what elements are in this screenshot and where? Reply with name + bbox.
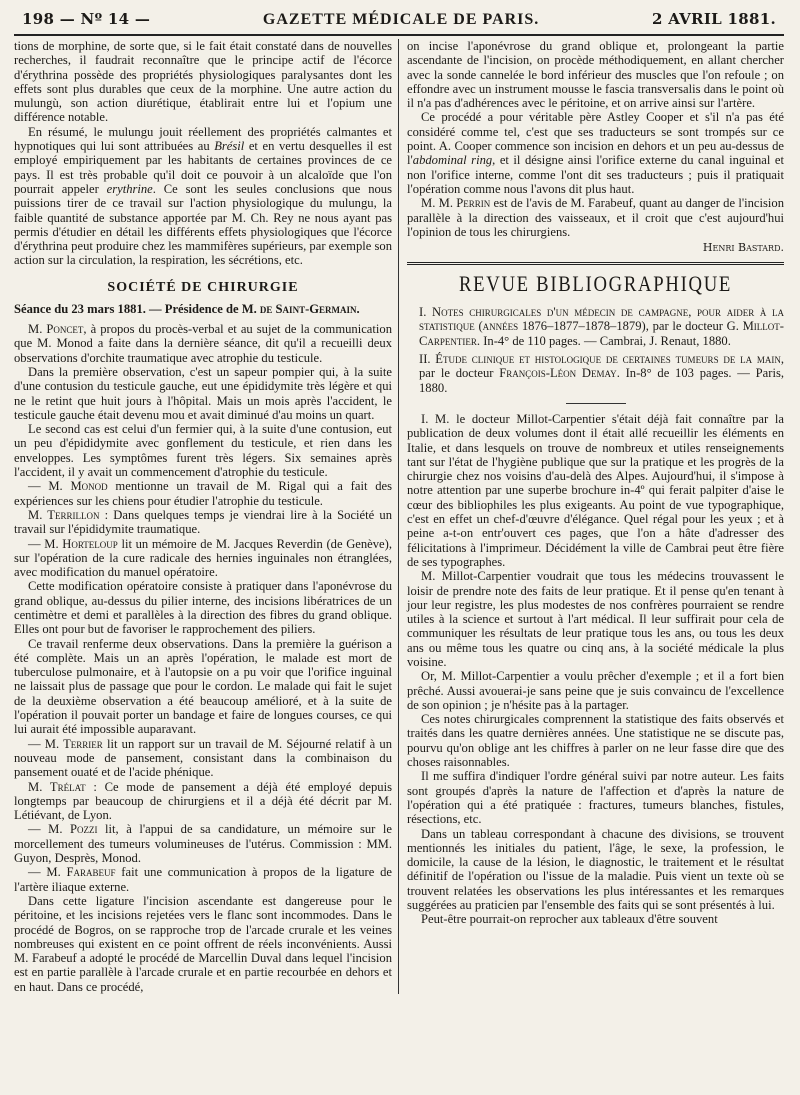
paragraph: — M. Pozzi lit, à l'appui de sa candidature, un mémoire sur le morcellement des tumeurs volumineuses de l'utérus. Commission : MM. Guyon, Desprès, Monod. <box>14 822 392 866</box>
paragraph: Il me suffira d'indiquer l'ordre général suivi par notre auteur. Les faits sont groupés d'après la nature de l'affection et d'après la nature de l'opération qui a été pratiquée : fractures, tumeurs blanches, fistules, résections, etc. <box>407 769 784 827</box>
paragraph: tions de morphine, de sorte que, si le fait était constaté dans de nouvelles recherches, il faudrait reconnaître que le principe actif de l'écorce d'érythrina possède des propriétés physiologiques paralysantes dont les effets sont plus durables que ceux de la morphine. Une autre action du mulungù, son action diurétique, établirait entre lui et l'opium une différence notable. <box>14 39 392 125</box>
paragraph: Dans la première observation, c'est un sapeur pompier qui, à la suite d'une contusion du testicule gauche, eut une épididymite très légère et qui ne le retint que huit jours à l'hôpital. Mais un mois après l'accident, le testicule gauche était devenu mou et avait diminué d'au moins un quart. <box>14 364 392 422</box>
paragraph: — M. Farabeuf fait une communication à propos de la ligature de l'artère iliaque externe. <box>14 865 393 894</box>
author-signature: Henri Bastard. <box>702 241 784 255</box>
paragraph: Dans un tableau correspondant à chacune des divisions, se trouvent mentionnés les initiales du patient, l'âge, le sexe, la profession, le domicile, la cause de la lésion, le diagnostic, le traitement et le résultat définitif de l'opération ou l'issue de la maladie. Puis vient un texte où se trouvent relatées les observations les plus intéressantes et les remarques suggérées au praticien par l'ensemble des faits qui se sont présentés à lui. <box>407 826 784 913</box>
paragraph: M. Millot-Carpentier voudrait que tous les médecins trouvassent le loisir de prendre note des faits de leur pratique. Et il pense qu'en tenant à jour leur registre, les plus modestes de nos confrères pourraient se rendre utiles à la science et surtout à l'art médical. Il leur suffirait pour cela de communiquer les résultats de leur pratique tous les ans, ou tous les deux ans ou même tous les quatre ou cinq ans, à la société médicale la plus voisine. <box>407 569 784 669</box>
bibliography-item: I. Notes chirurgicales d'un médecin de campagne, pour aider à la statistique (années 1876–1877–1878–1879), par le docteur G. Millot-Carpentier. In-4° de 110 pages. — Cambrai, J. Renaut, 1880. <box>419 305 784 348</box>
seance-line: Séance du 23 mars 1881. — Présidence de M. de Saint-Germain. <box>14 301 360 316</box>
paragraph: Or, M. Millot-Carpentier a voulu prêcher d'exemple ; et il a fort bien prêché. Aussi avouerai-je sans peine que je suis convaincu de l'excellence de son opinion ; je n'hésite pas à la partager. <box>407 669 784 712</box>
two-column-body <box>14 39 784 994</box>
paragraph: Ce procédé a pour véritable père Astley Cooper et s'il n'a pas été considéré comme tel, c'est que ses traducteurs se sont trompés sur ce point. A. Cooper commence son incision en dehors et un peu au-dessus de l'abdominal ring, et il désigne ainsi l'orifice externe du canal inguinal et non l'orifice interne, comme l'ont dit ses traducteurs ; puis il pratiquait l'opération comme nous l'avons dit plus haut. <box>407 110 784 196</box>
page-header <box>14 10 784 34</box>
paragraph: I. M. le docteur Millot-Carpentier s'était déjà fait connaître par la publication de deux volumes dont il était allé recueillir les éléments en Italie, et dans lesquels on trouve de nombreux et utiles renseignements tant sur l'état de l'hygiène publique que sur la pratique et les progrès de la chirurgie chez nos voisins d'au-delà des Alpes. Aujourd'hui, il s'impose à notre attention par une superbe brochure in-4º qui ferait palpiter d'aise le cœur des bibliophiles les plus exigeants. Au point de vue typographique, c'est en effet un chef-d'œuvre d'élégance. Quel régal pour les yeux ; et à peine a-t-on entr'ouvert ces pages, que l'on a hâte d'adresser des félicitations à l'imprimeur. Décidément la ville de Cambrai peut être fière de ses typographes. <box>407 411 784 569</box>
left-column <box>14 39 399 994</box>
publication-title: GAZETTE MÉDICALE DE PARIS. <box>262 11 540 28</box>
bibliography-item: II. Étude clinique et histologique de certaines tumeurs de la main, par le docteur François-Léon Demay. In-8° de 103 pages. — Paris, 1880. <box>419 352 784 395</box>
paragraph: En résumé, le mulungu jouit réellement des propriétés calmantes et hypnotiques qui lui sont attribuées au Brésil et en vertu desquelles il est employé empiriquement par les habitants de certaines provinces de ce pays. Il est très probable qu'il doit ce pouvoir à un alcaloïde que l'on pourrait appeler erythrine. Ce sont les seules conclusions que nous puissions tirer de ce travail sur l'action physiologique du mulungu, la faible quantité de substance apportée par M. Ch. Rey ne nous ayant pas permis d'étudier en détail les différents effets physiologiques que l'écorce d'érythrina peut produire chez les mammifères supérieurs, par exemple son action sur la circulation, la respiration, les sécrétions, etc. <box>14 124 392 268</box>
paragraph: M. Terrillon : Dans quelques temps je viendrai lire à la Société un travail sur l'épididymite traumatique. <box>14 507 392 537</box>
section-title: SOCIÉTÉ DE CHIRURGIE <box>107 279 299 295</box>
paragraph: M. Trélat : Ce mode de pansement a déjà été employé depuis longtemps par beaucoup de chirurgiens et il a déjà été décrit par M. Létiévant, de Lyon. <box>14 779 392 823</box>
short-divider <box>566 403 626 404</box>
issue-date: 2 AVRIL 1881. <box>652 10 776 28</box>
paragraph: Dans cette ligature l'incision ascendante est dangereuse pour le péritoine, et les incisions rejetées vers le flanc sont incommodes. Dans le procédé de Bogros, on se rapproche trop de l'arcade crurale et les veines nombreuses qui existent en ce point offrent de réels inconvénients. Aussi M. Farabeuf a adopté le procédé de Marcellin Duval dans lequel l'incision est en partie parallèle à l'arcade crurale et en partie recourbée en dehors et en haut. Dans ce procédé, <box>14 893 392 994</box>
review-title: REVUE BIBLIOGRAPHIQUE <box>458 271 733 297</box>
header-rule <box>14 34 784 36</box>
right-column <box>399 39 784 994</box>
paragraph: M. M. Perrin est de l'avis de M. Farabeuf, quant au danger de l'incision parallèle à la direction des vaisseaux, et il croit que c'est aujourd'hui l'opinion de tous les chirurgiens. <box>407 196 784 239</box>
paragraph: — M. Horteloup lit un mémoire de M. Jacques Reverdin (de Genève), sur l'opération de la cure radicale des hernies inguinales non étranglées, avec modification du manuel opératoire. <box>14 536 392 580</box>
section-divider <box>407 262 784 265</box>
paragraph: Le second cas est celui d'un fermier qui, à la suite d'une contusion, eut un peu d'épididymite avec gonflement du testicule, et rien dans les enveloppes. Les symptômes furent très légers. Six semaines après l'accident, il y avait un commencement d'atrophie du testicule. <box>14 422 392 480</box>
paragraph: M. Poncet, à propos du procès-verbal et au sujet de la communication que M. Monod a faite dans la dernière séance, dit qu'il a recueilli deux observations d'orchite traumatique avec atrophie du testicule. <box>14 322 392 365</box>
page-number: 198 — Nº 14 — <box>22 10 151 28</box>
paragraph: Ce travail renferme deux observations. Dans la première la guérison a été complète. Mais un an après l'opération, le malade est mort de tuberculose pulmonaire, et à l'autopsie on a pu voir que l'orifice inguinal ne laissait plus de passage que pour le cordon. Le malade qui fait le sujet de la deuxième observation a été beaucoup amélioré, et à la suite de l'opération il pouvait porter un bandage et faire de longues courses, ce qui lui aurait été impossible auparavant. <box>14 636 392 737</box>
paragraph: Peut-être pourrait-on reprocher aux tableaux d'être souvent <box>421 912 718 927</box>
paragraph: Cette modification opératoire consiste à pratiquer dans l'aponévrose du grand oblique, au-dessus du pilier interne, des incisions libératrices de un centimètre et demi et parallèles à la direction des fibres du grand oblique. Elles ont pour but de favoriser le rapprochement des piliers. <box>14 579 392 637</box>
paragraph: on incise l'aponévrose du grand oblique et, prolongeant la partie ascendante de l'incision, on procède méthodiquement, en allant chercher avec la sonde cannelée le bord inférieur des muscles que l'on refoule ; on effondre avec un instrument mousse le fascia transversalis dans le point où il n'a pas d'adhérences avec le péritoine, et on arrive ainsi sur l'artère. <box>407 39 784 111</box>
paragraph: — M. Monod mentionne un travail de M. Rigal qui a fait des expériences sur les chiens pour étudier l'atrophie du testicule. <box>14 479 392 508</box>
paragraph: Ces notes chirurgicales comprennent la statistique des faits observés et traités dans les quatre dernières années. Une statistique ne se discute pas, pourvu qu'on oblige ant les chiffres à parler on ne leur fasse dire que des choses raisonnables. <box>407 712 784 770</box>
paragraph: — M. Terrier lit un rapport sur un travail de M. Séjourné relatif à un nouveau mode de pansement, consistant dans la combinaison du pansement ouaté et de l'acide phénique. <box>14 736 392 780</box>
